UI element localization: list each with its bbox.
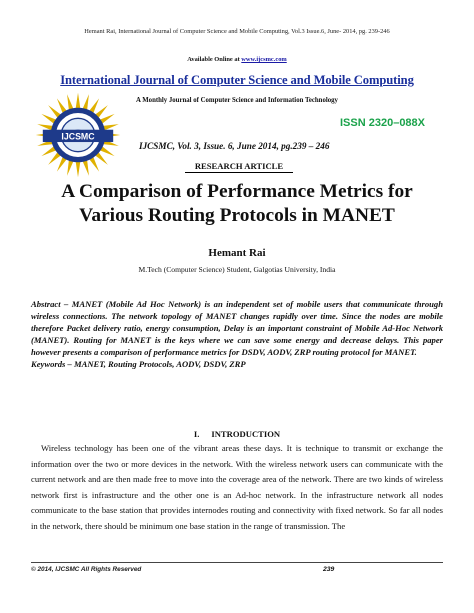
abstract-text: Abstract – MANET (Mobile Ad Hoc Network) is an independent set of mobile users that communicate through wireless connections. The network topology of MANET changes rapidly over time. Since the nodes are mobile therefore Packet delivery ratio, energy consumption, Delay is an important constraint of Mobile Ad-Hoc Network (MANET). Routing for MANET is the keys where we can save some energy and decrease delays. This paper however presents a comparison of performance metrics for DSDV, AODV, ZRP routing protocol for MANET. bbox=[31, 299, 443, 357]
logo-ray bbox=[76, 161, 81, 177]
page-number: 239 bbox=[323, 566, 335, 573]
logo-text: IJCSMC bbox=[61, 131, 95, 142]
author-name: Hemant Rai bbox=[208, 247, 266, 259]
logo-ray bbox=[67, 94, 73, 110]
available-prefix: Available Online at bbox=[187, 56, 242, 63]
article-type-label: RESEARCH ARTICLE bbox=[185, 161, 293, 173]
journal-website-link[interactable]: www.ijcsmc.com bbox=[241, 56, 287, 63]
logo-ray bbox=[83, 160, 89, 176]
paper-title bbox=[0, 180, 474, 228]
available-online-line bbox=[0, 56, 474, 63]
logo-ray bbox=[76, 93, 81, 109]
logo-ray bbox=[67, 160, 73, 176]
logo-ray bbox=[83, 94, 89, 110]
running-header: Hemant Rai, International Journal of Computer Science and Mobile Computing, Vol.3 Issue.6, June- 2014, pg. 239-246 bbox=[84, 28, 390, 35]
section-number: I. bbox=[193, 429, 200, 439]
logo-ray bbox=[103, 124, 119, 130]
footer-copyright: © 2014, IJCSMC All Rights Reserved bbox=[31, 566, 142, 573]
issn: ISSN 2320–088X bbox=[340, 117, 426, 129]
journal-title[interactable]: International Journal of Computer Science and Mobile Computing bbox=[60, 73, 414, 87]
citation: IJCSMC, Vol. 3, Issue. 6, June 2014, pg.239 – 246 bbox=[139, 141, 330, 151]
section-heading bbox=[0, 429, 474, 439]
journal-logo bbox=[34, 91, 122, 179]
introduction-paragraph: Wireless technology has been one of the vibrant areas these days. It is technique to transmit or exchange the information over the two or more devices in the network. With the wireless network users can communicate with the current network and are then made free to move into the coverage area of the network. There are two kinds of wireless network first is infrastructure and the other one is an Ad-hoc network. In the infrastructure network all nodes communicate to the base station that provides internodes routing and connectivity with fixed network. So far all nodes in the network, there should be minimum one base station in the range of transmission. The bbox=[31, 443, 443, 531]
footer-divider bbox=[31, 562, 443, 563]
paper-title-line-1: A Comparison of Performance Metrics for bbox=[61, 181, 413, 202]
keywords: Keywords – MANET, Routing Protocols, AODV, DSDV, ZRP bbox=[31, 359, 246, 369]
logo-ray bbox=[37, 124, 53, 130]
section-title: INTRODUCTION bbox=[211, 429, 281, 439]
journal-subtitle: A Monthly Journal of Computer Science and Information Technology bbox=[136, 97, 338, 104]
author-affiliation: M.Tech (Computer Science) Student, Galgotias University, India bbox=[138, 265, 336, 274]
abstract bbox=[31, 298, 443, 370]
paper-title-line-2: Various Routing Protocols in MANET bbox=[79, 205, 395, 226]
introduction-body bbox=[31, 441, 443, 534]
